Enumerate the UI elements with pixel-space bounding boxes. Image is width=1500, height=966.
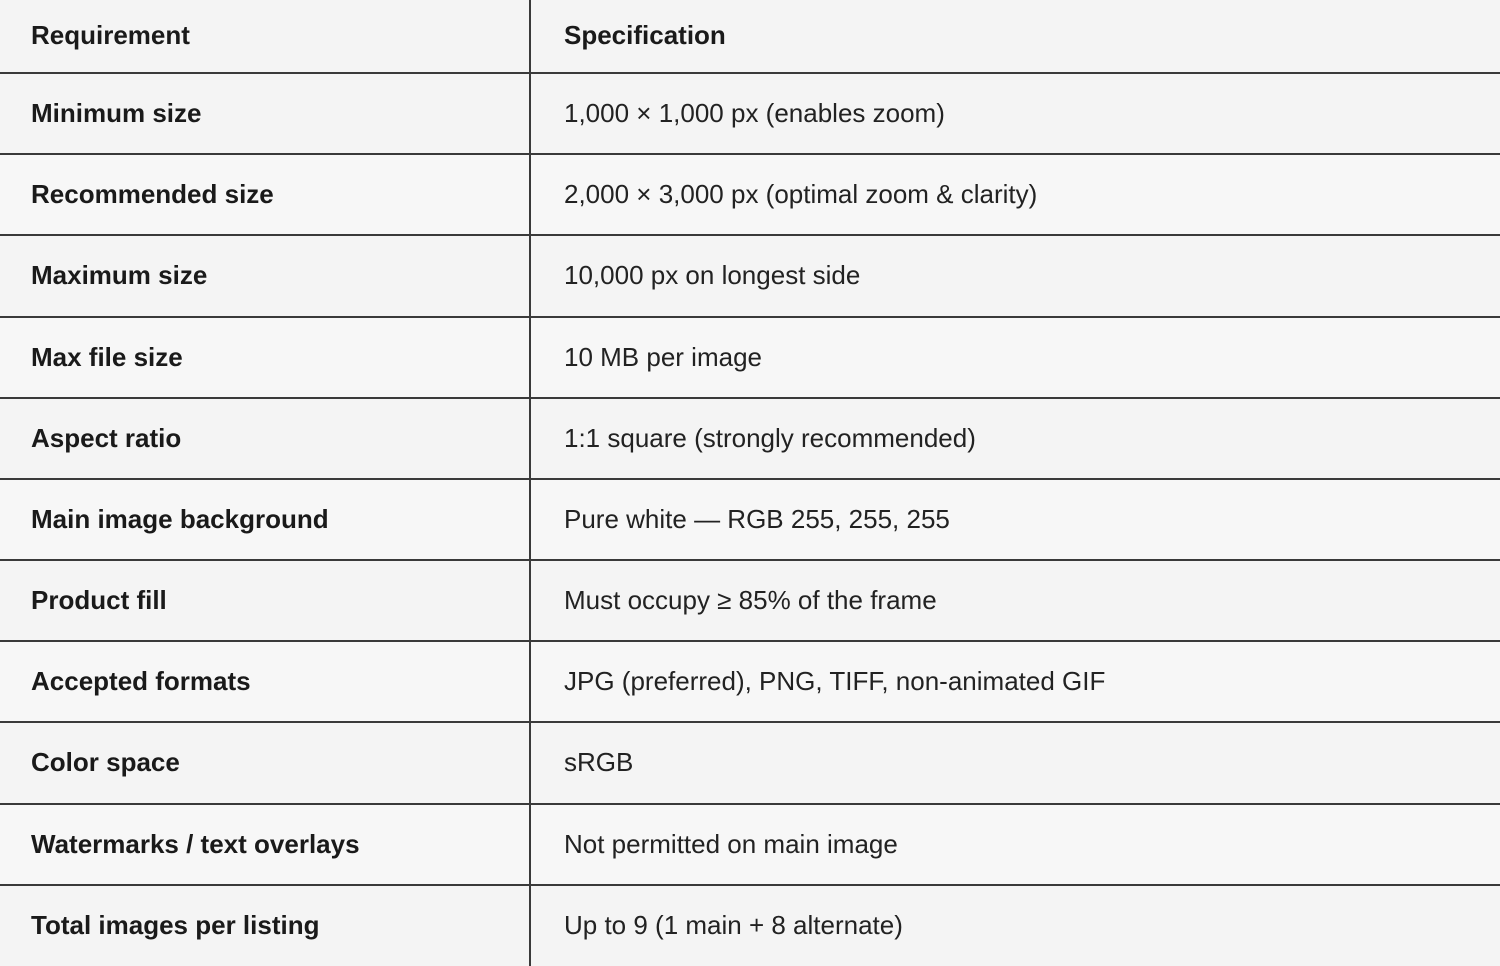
table-row [0,722,1500,803]
specification-cell: 10,000 px on longest side [530,235,1500,316]
requirement-cell: Main image background [0,479,530,560]
table-row [0,885,1500,966]
table-row [0,235,1500,316]
requirement-cell: Recommended size [0,154,530,235]
specification-cell: 10 MB per image [530,317,1500,398]
requirement-cell: Total images per listing [0,885,530,966]
table-row [0,154,1500,235]
requirement-cell: Maximum size [0,235,530,316]
requirement-cell: Aspect ratio [0,398,530,479]
requirement-cell: Product fill [0,560,530,641]
specification-cell: sRGB [530,722,1500,803]
table-body [0,73,1500,966]
requirement-cell: Max file size [0,317,530,398]
table-row [0,398,1500,479]
requirement-cell: Accepted formats [0,641,530,722]
table-row [0,560,1500,641]
table-header [0,0,1500,73]
header-row [0,0,1500,73]
table-row [0,479,1500,560]
specification-cell: Not permitted on main image [530,804,1500,885]
requirement-cell: Minimum size [0,73,530,154]
table-row [0,641,1500,722]
table-row [0,73,1500,154]
table-row [0,317,1500,398]
requirement-cell: Watermarks / text overlays [0,804,530,885]
specification-cell: Pure white — RGB 255, 255, 255 [530,479,1500,560]
column-header-requirement: Requirement [0,0,530,73]
specification-cell: Up to 9 (1 main + 8 alternate) [530,885,1500,966]
specification-cell: Must occupy ≥ 85% of the frame [530,560,1500,641]
specification-cell: 2,000 × 3,000 px (optimal zoom & clarity) [530,154,1500,235]
column-header-specification: Specification [530,0,1500,73]
specification-cell: 1,000 × 1,000 px (enables zoom) [530,73,1500,154]
specification-cell: JPG (preferred), PNG, TIFF, non-animated GIF [530,641,1500,722]
requirement-cell: Color space [0,722,530,803]
specification-cell: 1:1 square (strongly recommended) [530,398,1500,479]
table-row [0,804,1500,885]
